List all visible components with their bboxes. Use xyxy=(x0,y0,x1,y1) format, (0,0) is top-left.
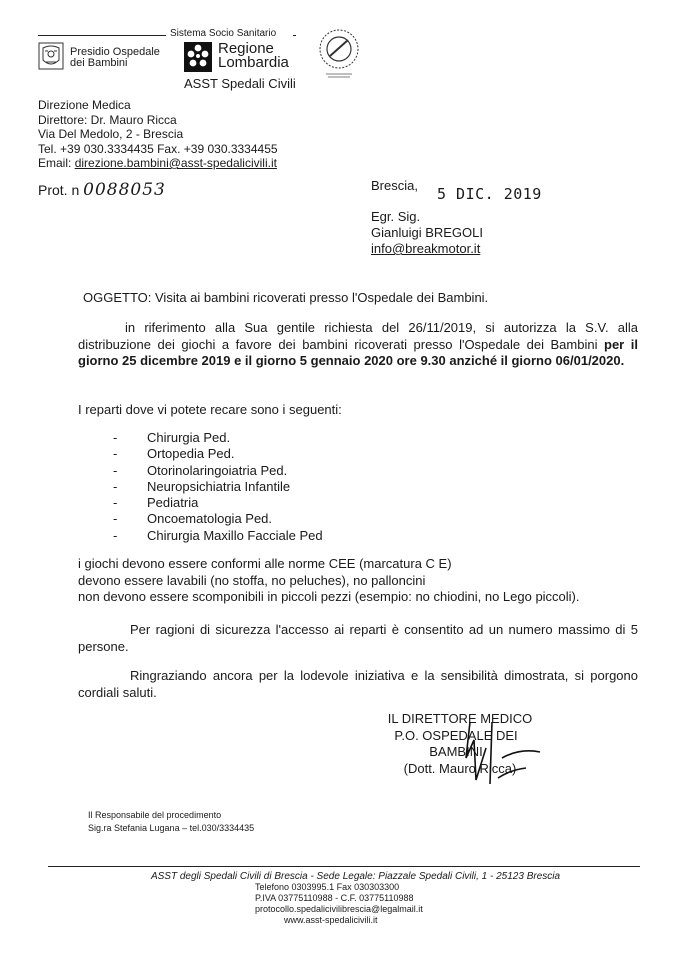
protocol-number: 0088053 xyxy=(83,180,166,200)
paragraph-1 xyxy=(78,320,638,370)
sender-phone: Tel. +39 030.3334435 Fax. +39 030.3334455 xyxy=(38,141,278,156)
place: Brescia, xyxy=(371,178,418,193)
paragraph-1-text: in riferimento alla Sua gentile richiesta del 26/11/2019, si autorizza la S.V. alla distribuzione dei giochi a favore dei bambini ricoverati presso l'Ospedale dei Bambini xyxy=(78,320,638,352)
list-item: - Chirurgia Maxillo Facciale Ped xyxy=(113,527,323,543)
footer xyxy=(0,871,683,926)
region-line1: Regione xyxy=(218,40,274,57)
recipient-block xyxy=(371,209,483,257)
responsible-line2: Sig.ra Stefania Lugana – tel.030/3334435 xyxy=(88,823,255,833)
hospital-line2: dei Bambini xyxy=(70,57,128,69)
region-line2: Lombardia xyxy=(218,54,289,71)
hospital-line1: Presidio Ospedale xyxy=(70,46,160,58)
list-item: - Oncoematologia Ped. xyxy=(113,511,273,527)
sender-email-row xyxy=(38,156,278,171)
sender-email-link[interactable]: direzione.bambini@asst-spedalicivili.it xyxy=(74,156,277,170)
footer-line4[interactable]: protocollo.spedalicivilibrescia@legalmail.it xyxy=(255,904,423,914)
system-label: Sistema Socio Sanitario xyxy=(170,28,277,39)
paragraph-3: Per ragioni di sicurezza l'accesso ai reparti è consentito ad un numero massimo di 5 persone. xyxy=(78,622,638,654)
handwritten-signature xyxy=(440,718,550,788)
footer-line3: P.IVA 03775110988 - C.F. 03775110988 xyxy=(255,893,414,903)
footer-line1: ASST degli Spedali Civili di Brescia - Sede Legale: Piazzale Spedali Civili, 1 - 25123 Brescia xyxy=(150,871,561,882)
header-rule-right xyxy=(293,35,296,36)
date-stamp: 5 DIC. 2019 xyxy=(437,185,542,203)
lombardia-rose-icon xyxy=(184,42,212,72)
sender-address: Via Del Medolo, 2 - Brescia xyxy=(38,127,184,141)
rule-3: non devono essere scomponibili in piccoli pezzi (esempio: no chiodini, no Lego piccoli). xyxy=(78,589,580,604)
recipient-salutation: Egr. Sig. xyxy=(371,209,421,224)
hospital-crest-icon xyxy=(38,42,64,70)
asst-label: ASST Spedali Civili xyxy=(184,76,296,91)
list-item: - Pediatria xyxy=(113,495,199,511)
recipient-email-link[interactable]: info@breakmotor.it xyxy=(371,241,481,256)
certification-seal-icon xyxy=(318,28,360,80)
rules-block xyxy=(78,556,638,606)
sender-email-label: Email: xyxy=(38,156,75,170)
paragraph-1-bold: per il giorno 25 dicembre 2019 e il giorno 5 gennaio 2020 ore 9.30 anziché il giorno 06/01/2020. xyxy=(78,336,638,368)
paragraph-4: Ringraziando ancora per la lodevole iniziativa e la sensibilità dimostrata, si porgono cordiali saluti. xyxy=(78,668,638,700)
sender-director: Direttore: Dr. Mauro Ricca xyxy=(38,112,177,127)
wards-list xyxy=(113,430,323,544)
sender-dept: Direzione Medica xyxy=(38,98,131,112)
list-item: - Otorinolaringoiatria Ped. xyxy=(113,462,288,478)
protocol-row xyxy=(38,180,166,200)
footer-line2: Telefono 0303995.1 Fax 030303300 xyxy=(255,882,400,892)
signature-line3: (Dott. Mauro Ricca) xyxy=(403,760,517,776)
responsible-line1: Il Responsabile del procedimento xyxy=(88,810,222,820)
rule-1: i giochi devono essere conformi alle norme CEE (marcatura C E) xyxy=(78,556,452,571)
responsible-block xyxy=(88,809,254,835)
recipient-name: Gianluigi BREGOLI xyxy=(371,225,483,240)
signature-line2: P.O. OSPEDALE DEI BAMBINI xyxy=(394,727,518,759)
region-name xyxy=(218,42,289,70)
paragraph-2: I reparti dove vi potete recare sono i seguenti: xyxy=(78,402,342,417)
list-item: - Chirurgia Ped. xyxy=(113,430,231,445)
list-item: - Neuropsichiatria Infantile xyxy=(113,478,291,494)
signature-line1: IL DIRETTORE MEDICO xyxy=(387,711,533,726)
rule-2: devono essere lavabili (no stoffa, no peluches), no palloncini xyxy=(78,572,426,588)
footer-rule xyxy=(48,866,640,867)
header-rule-left xyxy=(38,35,166,36)
sender-block xyxy=(38,98,278,171)
subject: OGGETTO: Visita ai bambini ricoverati presso l'Ospedale dei Bambini. xyxy=(83,290,489,305)
hospital-name xyxy=(70,47,160,69)
footer-line5[interactable]: www.asst-spedalicivili.it xyxy=(284,915,378,925)
list-item: - Ortopedia Ped. xyxy=(113,446,235,462)
protocol-label: Prot. n xyxy=(38,182,84,198)
